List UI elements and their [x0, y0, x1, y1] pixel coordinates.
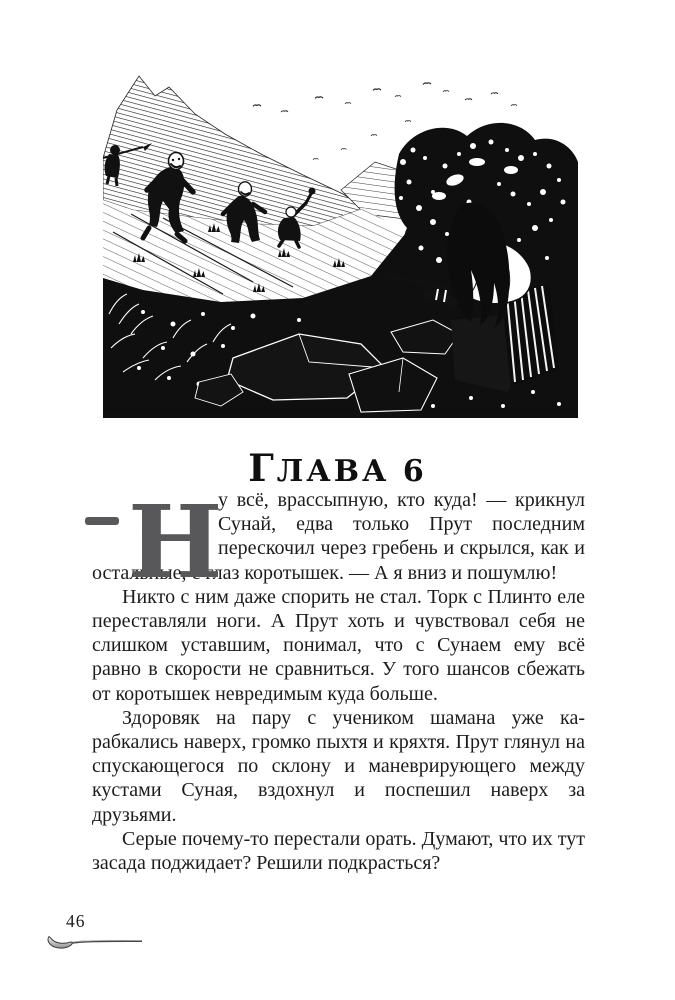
paragraph — [92, 585, 585, 706]
paragraph-text: Серые почему-то перестали орать. Думают, что их тут засада поджидает? Решили подкрасться? — [92, 827, 585, 875]
paragraph — [92, 706, 585, 827]
paragraph — [92, 483, 585, 601]
illustration-bottom-edge — [103, 413, 578, 418]
paragraph — [92, 827, 585, 875]
paragraph-text: у всё, врассыпную, кто куда! — крикнул Сунай, едва только Прут последним перескочил через гребень и скрылся, как и остальные, с глаз коротышек. — А я вниз и пошумлю! — [92, 489, 585, 584]
dropcap-letter: Н — [128, 483, 223, 601]
body-text — [92, 483, 585, 875]
page-number: 46 — [66, 911, 86, 931]
paragraph-text: Здоровяк на пару с учеником шамана уже карабкались наверх, громко пыхтя и кряхтя. Прут глянул на спускающегося по склону и маневрирующего между кустами Суная, вздохнул и поспешил наверх за друзьями. — [92, 706, 585, 826]
spoon-ornament-icon — [46, 933, 146, 953]
engraving-scene-image — [103, 62, 578, 418]
chapter-illustration — [103, 62, 578, 418]
paragraph-text: Никто с ним даже спорить не стал. Торк с Плинто еле переставляли ноги. А Прут хоть и чувствовал себя не слишком уставшим, понимал, что с Сунаем ему всё равно в скорости не сравниться. У того шансов сбежать от коротышек невредимым куда больше. — [92, 585, 585, 705]
dialogue-dash — [85, 517, 119, 525]
dropcap-block — [92, 483, 223, 601]
chapter-title: ГЛАВА 6 — [248, 446, 427, 490]
